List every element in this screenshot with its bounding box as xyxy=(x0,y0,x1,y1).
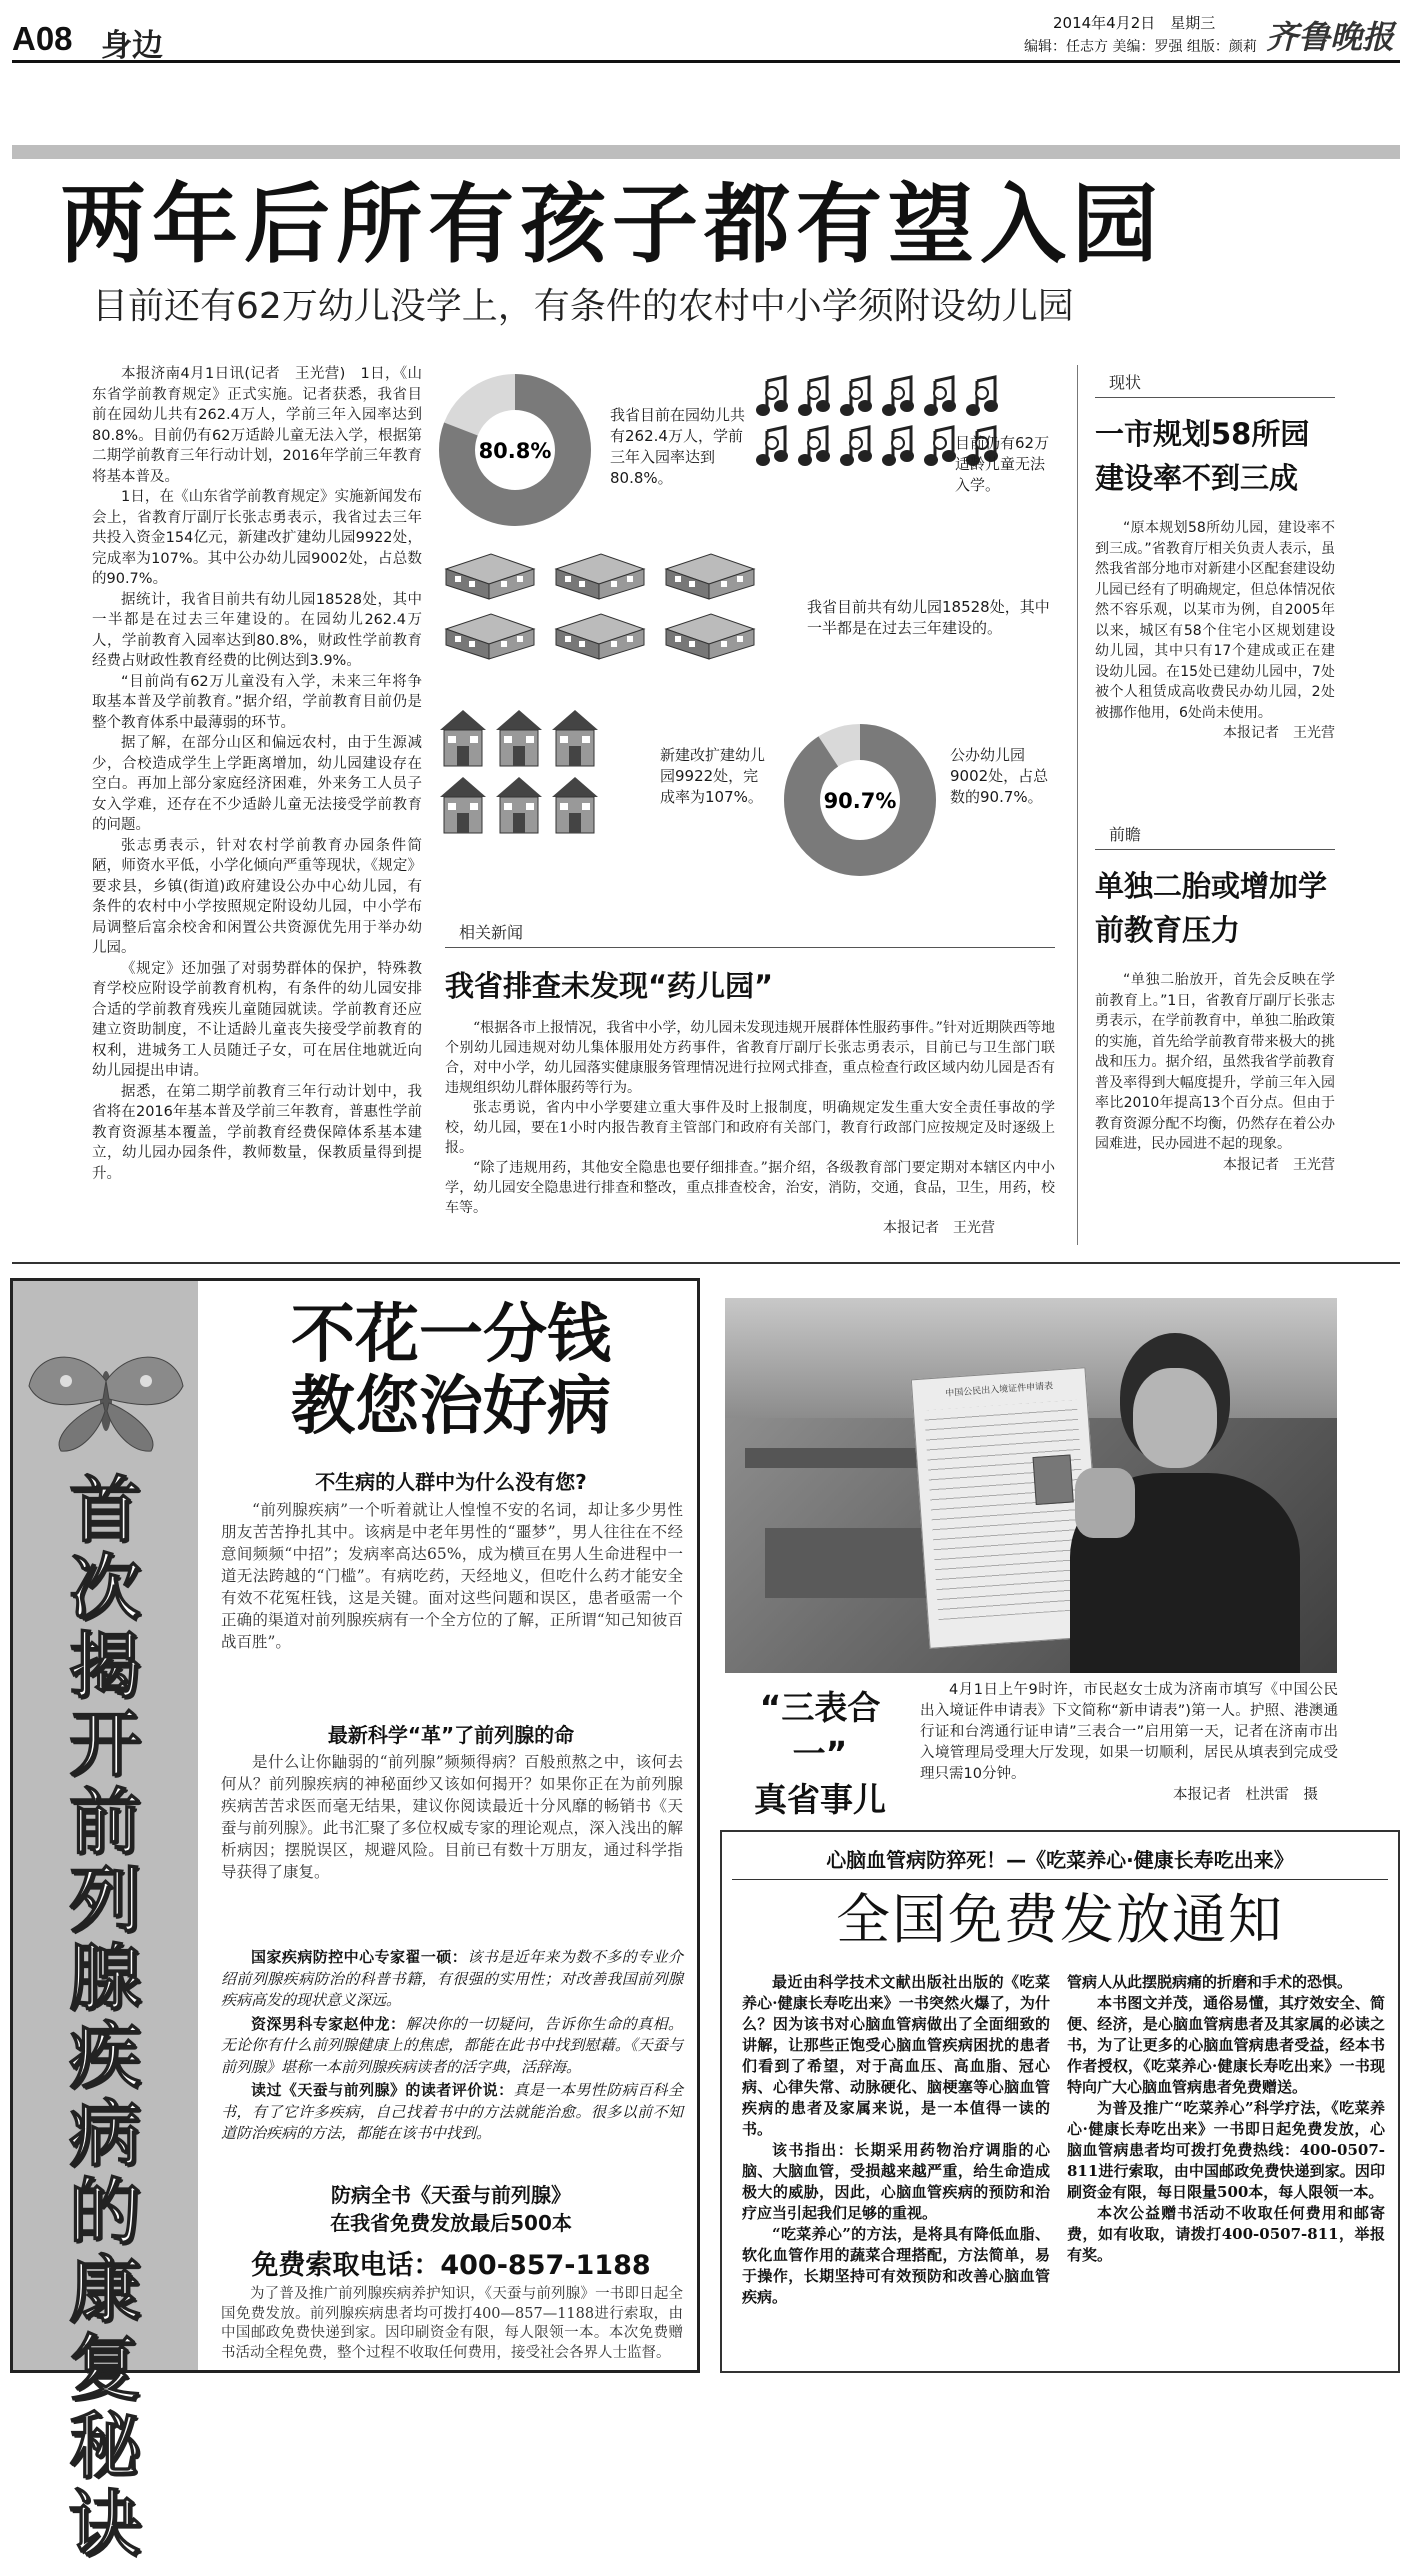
person-hand xyxy=(1075,1468,1135,1538)
status-text: “原本规划58所幼儿园，建设率不到三成。”省教育厅相关负责人表示，虽然我省部分地市对新建小区配套建设幼儿园已经有了明确规定，但总体情况依然不容乐观，以某市为例，自2005年以来，城区有58个住宅小区规划建设幼儿园，其中只有17个建成或正在建设幼儿园。在15处已建幼儿园中，7处被个人租赁成高收费民办幼儿园，2处被挪作他用，6处尚未使用。 xyxy=(1095,520,1335,721)
caption-text: 4月1日上午9时许，市民赵女士成为济南市填写《中国公民出入境证件申请表》下文简称“新申请表”)第一人。护照、港澳通行证和台湾通行证申请”三表合一”启用第一天，记者在济南市出入境管理局受理大厅发现，如果一切顺利，居民从填表到完成受理只需10分钟。 xyxy=(920,1682,1338,1782)
child-icon xyxy=(839,425,877,469)
kindergarten-building-icon xyxy=(661,609,759,661)
status-title: 一市规划58所园建设率不到三成 xyxy=(1095,417,1310,495)
ad2-paragraph: 为普及推广“吃菜养心”科学疗法，《吃菜养心·健康长寿吃出来》一书即日起免费发放，心脑血管病患者均可拨打免费热线：400-0507-811进行索取，由中国邮政免费快递到家。因印刷资金有限，每日限量500本，每人限领一本。 xyxy=(1067,2099,1385,2201)
donut-value-label: 90.7% xyxy=(823,789,897,813)
ad-paragraph-2 xyxy=(221,1751,683,1883)
ad-offer xyxy=(221,2181,681,2237)
caption-title-line: “三表合一” xyxy=(759,1688,881,1773)
outlook-title: 单独二胎或增加学前教育压力 xyxy=(1095,869,1328,947)
outlook-label: 前瞻 xyxy=(1095,822,1335,850)
paper-logo: 齐鲁晚报 xyxy=(1266,18,1395,56)
date-line: 2014年4月2日 星期三 xyxy=(1053,14,1216,32)
stat-public-text: 公办幼儿园9002处，占总数的90.7%。 xyxy=(950,746,1049,806)
kindergarten-buildings xyxy=(435,545,795,665)
ad-headline xyxy=(221,1299,681,1443)
ad-prostate xyxy=(10,1278,700,2566)
column-divider xyxy=(1077,365,1078,1245)
child-icon xyxy=(923,375,961,419)
ad2-paragraph: 管病人从此摆脱病痛的折磨和手术的恐惧。 xyxy=(1067,1973,1353,1991)
kindergarten-building-icon xyxy=(551,549,649,601)
house-icon xyxy=(550,708,600,768)
article-paragraph: 据悉，在第二期学前教育三年行动计划中，我省将在2016年基本普及学前三年教育，普惠性学前教育资源基本覆盖，学前教育经费保障体系基本建立，幼儿园办园条件，教师数量，保教质量得到提升。 xyxy=(92,1083,422,1182)
kindergarten-building-icon xyxy=(441,549,539,601)
header-rule xyxy=(12,60,1400,63)
ad-question-1: 不生病的人群中为什么没有您? xyxy=(315,1470,587,1494)
ad-headline-line: 不花一分钱 xyxy=(291,1298,611,1372)
ad-footer xyxy=(221,2285,683,2363)
photo-caption-title xyxy=(735,1685,905,1823)
house-icon xyxy=(550,775,600,835)
ad-paragraph-1 xyxy=(221,1499,683,1653)
expert-name: 国家疾病防控中心专家翟一硕： xyxy=(251,1948,468,1966)
related-news-label: 相关新闻 xyxy=(445,920,1055,948)
related-news xyxy=(445,920,1055,1238)
headline-title: 两年后所有孩子都有望入园 xyxy=(60,175,1164,275)
donut-chart-public xyxy=(780,720,940,880)
related-paragraph: “除了违规用药，其他安全隐患也要仔细排查。”据介绍，各级教育部门要定期对本辖区内中小学，幼儿园安全隐患进行排查和整改，重点排查校舍，治安，消防，交通，食品，卫生，用药，校车等。 xyxy=(445,1160,1055,1216)
expert-name: 读过《天蚕与前列腺》的读者评价说： xyxy=(251,2081,514,2099)
caption-title-line: 真省事儿 xyxy=(754,1780,886,1819)
article-paragraph: 据了解，在部分山区和偏远农村，由于生源减少，合校造成学生上学距离增加，幼儿园建设存在空白。再加上部分家庭经济困难，外来务工人员子女入学难，还存在不少适龄儿童无法接受学前教育的问题。 xyxy=(92,735,422,833)
ad-vertical-title: 首次揭开前列腺疾病的康复秘诀 xyxy=(68,1468,141,2566)
related-paragraph: 张志勇说，省内中小学要建立重大事件及时上报制度，明确规定发生重大安全责任事故的学校，幼儿园，要在1小时内报告教育主管部门和政府有关部门，教育行政部门应按规定及时逐级上报。 xyxy=(445,1100,1055,1156)
ad-phone[interactable]: 免费索取电话：400-857-1188 xyxy=(251,2250,651,2281)
child-icon xyxy=(839,375,877,419)
ad2-column-1 xyxy=(742,1972,1050,2367)
house-icon xyxy=(494,775,544,835)
donut-value-label: 80.8% xyxy=(478,439,552,463)
headline-subtitle: 目前还有62万幼儿没学上，有条件的农村中小学须附设幼儿园 xyxy=(92,286,1074,327)
child-icon xyxy=(881,375,919,419)
ad2-paragraph: “吃菜养心”的方法，是将具有降低血脂、软化血管作用的蔬菜合理搭配，方法简单，易于操作，长期坚持可有效预防和改善心脑血管疾病。 xyxy=(742,2225,1050,2306)
stat-enrollment-text: 我省目前在园幼儿共有262.4万人，学前三年入园率达到80.8%。 xyxy=(610,406,746,487)
child-icon xyxy=(755,425,793,469)
ad-paragraph: “前列腺疾病”一个听着就让人惶惶不安的名词，却让多少男性朋友苦苦挣扎其中。该病是中老年男性的“噩梦”，男人往往在不经意间频频“中招”；发病率高达65%，成为横亘在男人生命进程中一道无法跨越的“门槛”。有病吃药，天经地义，但吃什么药才能安全有效不花冤枉钱，这是关键。面对这些问题和误区，患者亟需一个正确的渠道对前列腺疾病有一个全方位的了解，正所谓“知己知彼百战百胜”。 xyxy=(221,1501,683,1651)
byline: 本报记者 王光营 xyxy=(883,1220,995,1236)
moth-icon xyxy=(21,1341,191,1461)
article-paragraph: 据统计，我省目前共有幼儿园18528处，其中一半都是在过去三年建设的。在园幼儿262.4万人，学前教育入园率达到80.8%，财政性学前教育经费占财政性教育经费的比例达到3.9%。 xyxy=(92,591,422,669)
ad2-paragraph: 本书图文并茂，通俗易懂，其疗效安全、简便、经济，是心脑血管病患者及其家属的必读之书，为了让更多的心脑血管病患者受益，经本书作者授权，《吃菜养心·健康长寿吃出来》一书现特向广大心脑血管病患者免费赠送。 xyxy=(1067,1994,1385,2096)
headline-bar xyxy=(12,145,1400,159)
news-photo xyxy=(725,1298,1337,1673)
ad-offer-line: 防病全书《天蚕与前列腺》 xyxy=(331,2183,571,2207)
ad2-headline: 全国免费发放通知 xyxy=(836,1888,1284,1951)
donut-chart-enrollment xyxy=(435,370,595,530)
kindergarten-building-icon xyxy=(661,549,759,601)
house-icon xyxy=(438,708,488,768)
house-icon xyxy=(438,775,488,835)
outlook-text: “单独二胎放开，首先会反映在学前教育上。”1日，省教育厅副厅长张志勇表示，在学前教育中，单独二胎政策的实施，首先给学前教育带来极大的挑战和压力。据介绍，虽然我省学前教育普及率得到大幅度提升，学前三年入园率比2010年提高13个百分点。但由于教育资源分配不均衡，仍然存在着公办园难进，民办园进不起的现象。 xyxy=(1095,972,1335,1152)
ad2-column-2 xyxy=(1067,1972,1385,2367)
related-paragraph: “根据各市上报情况，我省中小学，幼儿园未发现违规开展群体性服药事件。”针对近期陕西等地个别幼儿园违规对幼儿集体服用处方药事件，省教育厅副厅长张志勇表示，目前已与卫生部门联合，对中小学，幼儿园落实健康服务管理情况进行拉网式排查，重点检查行政区域内幼儿园是否有违规组织幼儿群体服药等行为。 xyxy=(445,1020,1055,1096)
child-icon xyxy=(965,375,1003,419)
ad2-paragraph: 本次公益赠书活动不收取任何费用和邮寄费，如有收取，请拨打400-0507-811，举报有奖。 xyxy=(1067,2204,1385,2264)
expert-name: 资深男科专家赵仲龙： xyxy=(251,2014,406,2033)
infographic xyxy=(435,365,1065,905)
section-rule xyxy=(12,1262,1400,1264)
expert-quote: 真是一本男性防病百科全书，有了它许多疾病，自己找着书中的方法就能治愈。很多以前不知道防治疾病的方法，都能在该书中找到。 xyxy=(221,2081,683,2142)
ad-offer-line: 在我省免费发放最后500本 xyxy=(330,2211,572,2235)
ad-headline-line: 教您治好病 xyxy=(291,1370,611,1444)
photo-caption xyxy=(920,1680,1338,1806)
child-icon xyxy=(797,425,835,469)
status-section xyxy=(1095,370,1335,744)
expert-quote: 解决你的一切疑问，告诉你生命的真相。无论你有什么前列腺健康上的焦虑，都能在此书中找到慰藉。《天蚕与前列腺》堪称一本前列腺疾病读者的活字典，活辞海。 xyxy=(221,2014,683,2076)
kindergarten-building-icon xyxy=(551,609,649,661)
kindergarten-building-icon xyxy=(441,609,539,661)
byline: 本报记者 杜洪雷 摄 xyxy=(1173,1787,1318,1803)
ad2-paragraph: 最近由科学技术文献出版社出版的《吃菜养心·健康长寿吃出来》一书突然火爆了，为什么？因为该书对心脑血管病做出了全面细致的讲解，让那些正饱受心脑血管疾病困扰的患者们看到了希望，对于高血压、高血脂、冠心病、心律失常、动脉硬化、脑梗塞等心脑血管疾病的患者及家属来说，是一本值得一读的书。 xyxy=(742,1973,1050,2138)
ad-paragraph: 为了普及推广前列腺疾病养护知识，《天蚕与前列腺》一书即日起全国免费发放。前列腺疾病患者均可拨打400—857—1188进行索取，由中国邮政免费快递到家。因印刷资金有限，每人限领一本。本次免费赠书活动全程免费，整个过程不收取任何费用，接受社会各界人士监督。 xyxy=(221,2286,683,2361)
article-paragraph: 本报济南4月1日讯(记者 王光营) 1日，《山东省学前教育规定》正式实施。记者获悉，我省目前在园幼儿共有262.4万人，学前三年入园率达到80.8%。目前仍有62万适龄儿童无法入学，根据第二期学前教育三年行动计划，2016年学前三年教育将基本普及。 xyxy=(92,366,422,485)
form-title: 中国公民出入境证件申请表 xyxy=(945,1381,1054,1400)
child-icon xyxy=(797,375,835,419)
main-article xyxy=(92,364,422,1269)
article-paragraph: 张志勇表示，针对农村学前教育办园条件简陋，师资水平低，小学化倾向严重等现状，《规定》要求县，乡镇(街道)政府建设公办中心幼儿园，有条件的农村中小学按照规定附设幼儿园，中小学布局调整后富余校舍和闲置公共资源优先用于举办幼儿园。 xyxy=(92,837,422,956)
page-number: A08 xyxy=(12,20,73,57)
ad-question-2: 最新科学“革”了前列腺的命 xyxy=(327,1723,575,1747)
editors-line: 编辑：任志方 美编：罗强 组版：颜莉 xyxy=(1024,39,1257,55)
section-name: 身边 xyxy=(101,28,163,64)
ad-heart-health xyxy=(720,1830,1400,2373)
article-paragraph: 《规定》还加强了对弱势群体的保护，特殊教育学校应附设学前教育机构，有条件的幼儿园安排合适的学前教育残疾儿童随园就读。学前教育还应建立资助制度，不让适龄儿童丧失接受学前教育的权利，进城务工人员随迁子女，可在居住地就近向幼儿园提出申请。 xyxy=(92,960,422,1079)
article-paragraph: “目前尚有62万儿童没有入学，未来三年将争取基本普及学前教育。”据介绍，学前教育目前仍是整个教育体系中最薄弱的环节。 xyxy=(92,673,422,731)
ad2-paragraph: 该书指出：长期采用药物治疗调脂的心脑、大脑血管，受损越来越严重，给生命造成极大的威胁，因此，心脑血管疾病的预防和治疗应当引起我们足够的重视。 xyxy=(742,2141,1050,2222)
outlook-section xyxy=(1095,822,1335,1175)
expert-quote: 该书是近年来为数不多的专业介绍前列腺疾病防治的科普书籍，有很强的实用性；对改善我国前列腺疾病高发的现状意义深远。 xyxy=(221,1948,683,2009)
house-icon xyxy=(494,708,544,768)
ad-expert-quotes xyxy=(221,1947,683,2145)
child-icon xyxy=(881,425,919,469)
stat-kindergarten-count-text: 我省目前共有幼儿园18528处，其中一半都是在过去三年建设的。 xyxy=(807,598,1050,637)
related-news-title: 我省排查未发现“药儿园” xyxy=(445,969,774,1003)
byline: 本报记者 王光营 xyxy=(1223,725,1335,741)
ad-paragraph: 是什么让你鼬弱的“前列腺”频频得病？百般煎熬之中，该何去何从？前列腺疾病的神秘面纱又该如何揭开？如果你正在为前列腺疾病苦苦求医而毫无结果，建议你阅读最近十分风靡的畅销书《天蚕与前列腺》。此书汇聚了多位权威专家的理论观点，深入浅出的解析病因；摆脱误区，规避风险。目前已有数十万朋友，通过科学指导获得了康复。 xyxy=(221,1753,683,1881)
ad2-top-line: 心脑血管病防猝死！—《吃菜养心·健康长寿吃出来》 xyxy=(732,1844,1388,1880)
form-photo xyxy=(1033,1454,1074,1505)
stat-unenrolled-text: 目前仍有62万适龄儿童无法入学。 xyxy=(955,434,1050,494)
child-icon xyxy=(755,375,793,419)
status-label: 现状 xyxy=(1095,370,1335,398)
page-header xyxy=(6,12,1404,64)
article-paragraph: 1日，在《山东省学前教育规定》实施新闻发布会上，省教育厅副厅长张志勇表示，我省过去三年共投入资金154亿元，新建改扩建幼儿园9922处，完成率为107%。其中公办幼儿园9002处，占总数的90.7%。 xyxy=(92,489,422,587)
person-face xyxy=(1133,1368,1217,1468)
stat-new-built-text: 新建改扩建幼儿园9922处，完成率为107%。 xyxy=(660,746,766,806)
new-kindergarten-houses xyxy=(435,705,615,839)
byline: 本报记者 王光营 xyxy=(1223,1156,1335,1173)
